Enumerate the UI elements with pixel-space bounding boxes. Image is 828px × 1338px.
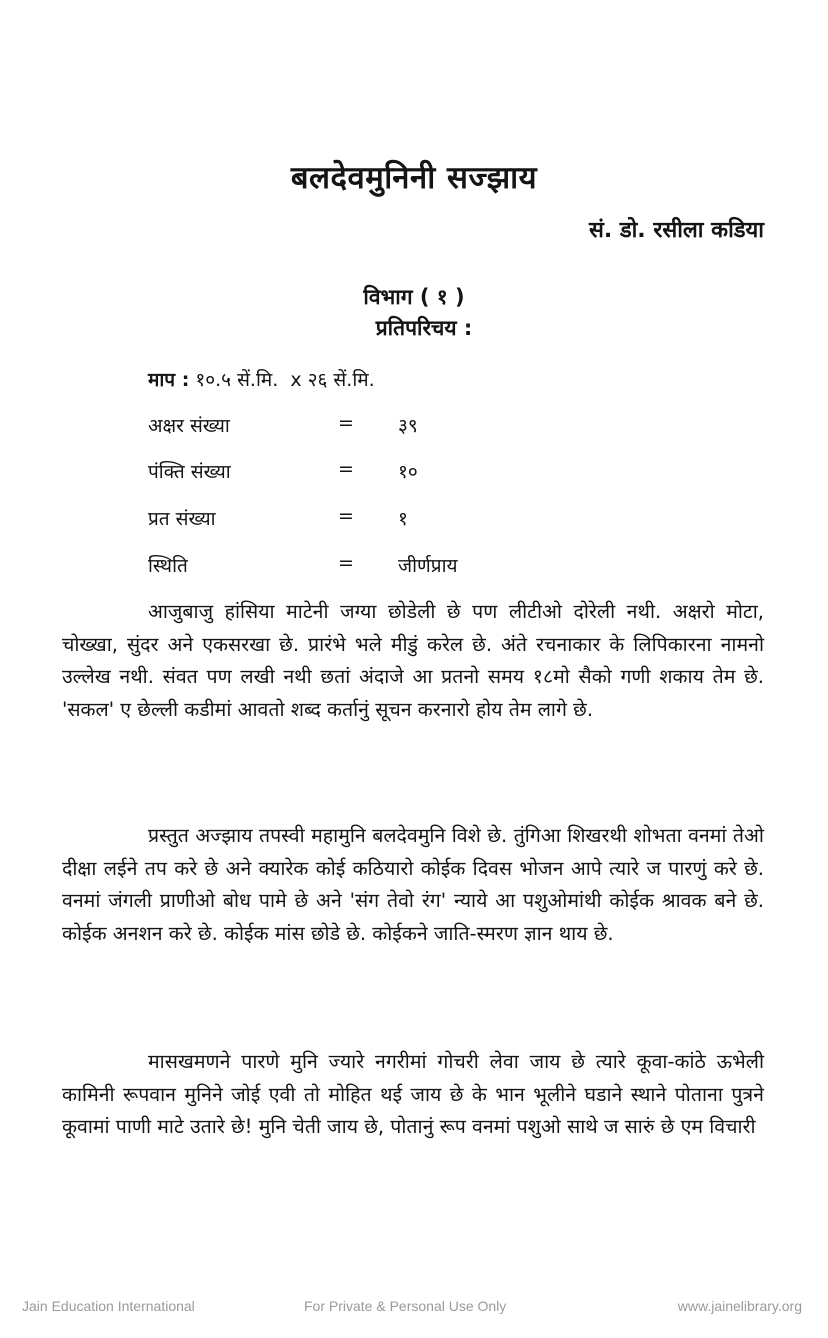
author-line: सं. डो. रसीला कडिया [588, 218, 764, 243]
meta-value: १० [398, 461, 418, 483]
meta-equals: = [338, 505, 354, 527]
footer-publisher: Jain Education International [22, 1298, 195, 1314]
paragraph-2: प्रस्तुत अज्झाय तपस्वी महामुनि बलदेवमुनि विशे छे. तुंगिआ शिखरथी शोभता वनमां तेओ दीक्षा लईने तप करे छे अने क्यारेक कोई कठियारो कोईक दिवस भोजन आपे त्यारे ज पारणुं करे छे. वनमां जंगली प्राणीओ बोध पामे छे अने 'संग तेवो रंग' न्याये आ पशुओमांथी कोईक श्रावक बने छे. कोईक अनशन करे छे. कोईक मांस छोडे छे. कोईकने जाति-स्मरण ज्ञान थाय छे. [62, 824, 764, 945]
paragraph-1: आजुबाजु हांसिया माटेनी जग्या छोडेली छे पण लीटीओ दोरेली नथी. अक्षरो मोटा, चोख्खा, सुंदर अने एकसरखा छे. प्रारंभे भले मीडुं करेल छे. अंते रचनाकार के लिपिकारना नामनो उल्लेख नथी. संवत पण लखी नथी छतां अंदाजे आ प्रतनो समय १८मो सैको गणी शकाय तेम छे. 'सकल' ए छेल्ली कडीमां आवतो शब्द कर्तानुं सूचन करनारो होय तेम लागे छे. [62, 600, 764, 721]
meta-equals: = [338, 458, 354, 480]
measure-value: १०.५ सें.मि. x २६ सें.मि. [195, 369, 375, 391]
section-label: विभाग ( १ ) [363, 285, 465, 309]
meta-value: ३९ [398, 415, 418, 437]
footer-website-link[interactable]: www.jainelibrary.org [677, 1298, 802, 1314]
section-subtitle: प्रतिपरिचय : [375, 316, 473, 340]
meta-value: १ [398, 508, 408, 530]
meta-row-letters [148, 412, 648, 442]
meta-key: स्थिति [148, 555, 188, 577]
measure-line [148, 366, 375, 392]
meta-equals: = [338, 552, 354, 574]
meta-equals: = [338, 412, 354, 434]
meta-row-lines [148, 458, 648, 488]
footer-usage-note: For Private & Personal Use Only [304, 1298, 507, 1314]
meta-value: जीर्णप्राय [398, 555, 458, 577]
meta-row-condition [148, 552, 648, 582]
meta-key: अक्षर संख्या [148, 415, 230, 437]
paragraph-3: मासखमणने पारणे मुनि ज्यारे नगरीमां गोचरी लेवा जाय छे त्यारे कूवा-कांठे ऊभेली कामिनी रूपवान मुनिने जोई एवी तो मोहित थई जाय छे के भान भूलीने घडाने स्थाने पोताना पुत्रने कूवामां पाणी माटे उतारे छे! मुनि चेती जाय छे, पोतानुं रूप वनमां पशुओ साथे ज सारुं छे एम विचारी [62, 1050, 764, 1139]
measure-label: माप : [148, 369, 190, 391]
meta-key: पंक्ति संख्या [148, 461, 231, 483]
meta-key: प्रत संख्या [148, 508, 216, 530]
page-title: बलदेवमुनिनी सज्झाय [290, 160, 538, 196]
meta-row-copies [148, 505, 648, 535]
